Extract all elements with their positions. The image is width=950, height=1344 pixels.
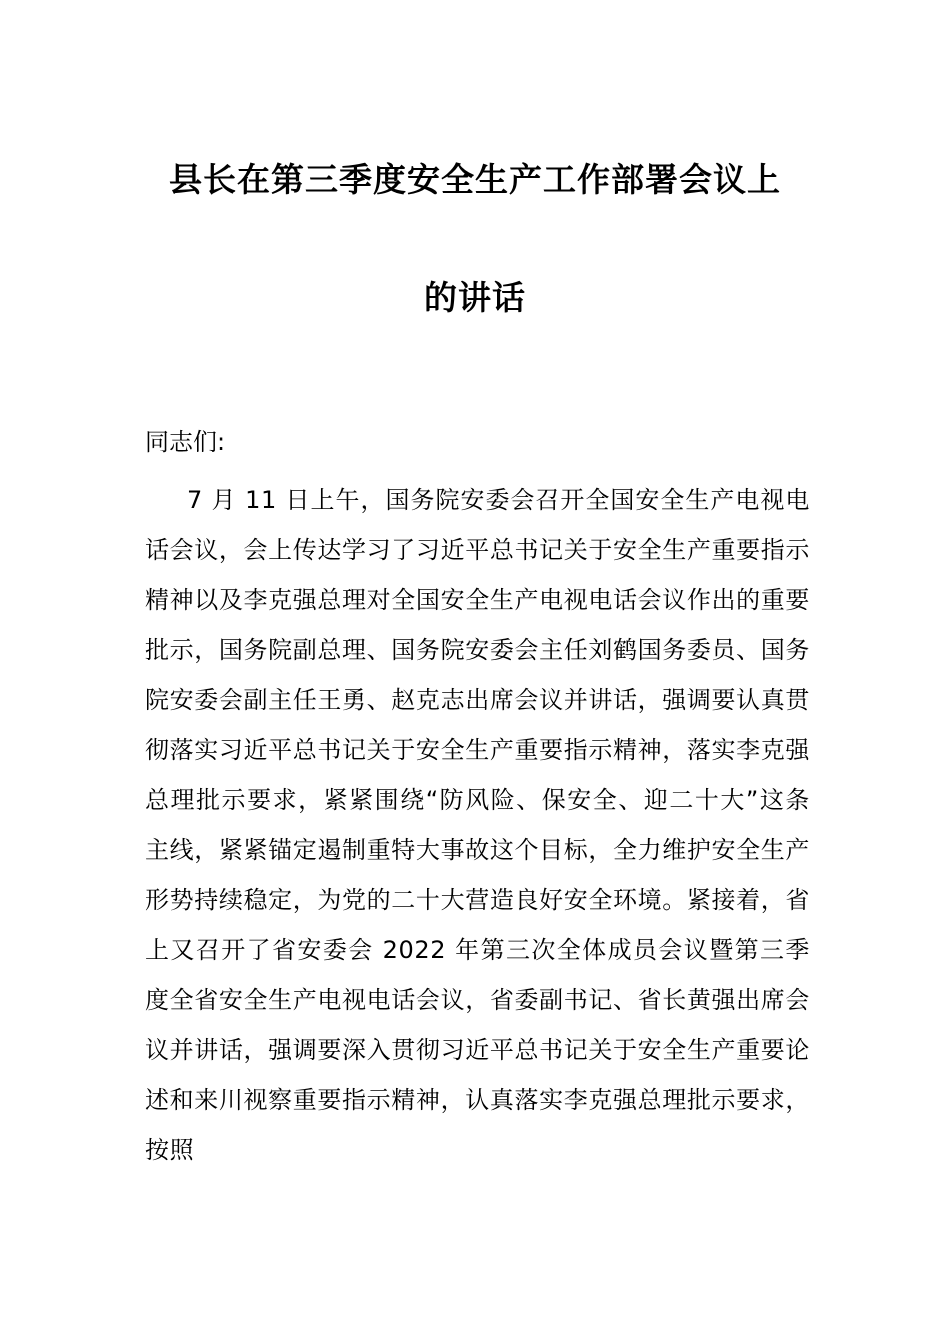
document-title-line-2: 的讲话 bbox=[424, 278, 526, 317]
document-title-line-1: 县长在第三季度安全生产工作部署会议上 bbox=[169, 160, 781, 199]
body-paragraph: 7 月 11 日上午，国务院安委会召开全国安全生产电视电话会议，会上传达学习了习近平总书记关于安全生产重要指示精神以及李克强总理对全国安全生产电视电话会议作出的重要批示，国务院副总理、国务院安委会主任刘鹤国务委员、国务院安委会副主任王勇、赵克志出席会议并讲话，强调要认真贯彻落实习近平总书记关于安全生产重要指示精神，落实李克强总理批示要求，紧紧围绕“防风险、保安全、迎二十大”这条主线，紧紧锚定遏制重特大事故这个目标，全力维护安全生产形势持续稳定，为党的二十大营造良好安全环境。紧接着，省上又召开了省安委会 2022 年第三次全体成员会议暨第三季度全省安全生产电视电话会议，省委副书记、省长黄强出席会议并讲话，强调要深入贯彻习近平总书记关于安全生产重要论述和来川视察重要指示精神，认真落实李克强总理批示要求，按照 bbox=[145, 486, 810, 1164]
salutation: 同志们: bbox=[145, 428, 226, 456]
